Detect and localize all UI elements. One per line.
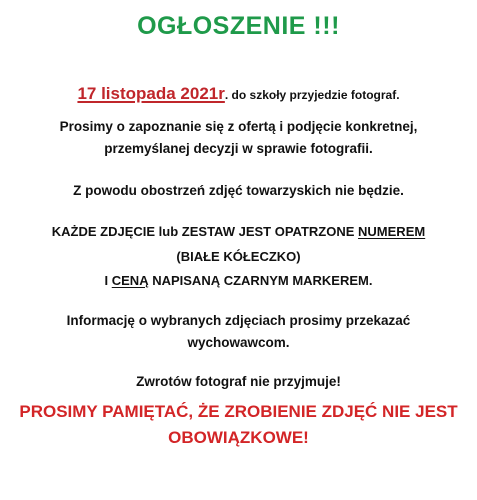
numbering-keyword: NUMEREM: [358, 224, 426, 239]
date-line: [0, 84, 477, 104]
restrictions-paragraph: Z powodu obostrzeń zdjęć towarzyskich nie będzie.: [73, 183, 404, 198]
numbering-line3-suffix: NAPISANĄ CZARNYM MARKEREM.: [148, 273, 373, 288]
numbering-line1-text: KAŻDE ZDJĘCIE lub ZESTAW JEST OPATRZONE: [51, 224, 359, 239]
alert-line1: PROSIMY PAMIĘTAĆ, ŻE ZROBIENIE ZDJĘĆ NIE JEST: [19, 402, 458, 421]
notice-title: OGŁOSZENIE !!!: [137, 12, 340, 40]
price-keyword: CENĄ: [111, 273, 149, 288]
info-paragraph-line1: Informację o wybranych zdjęciach prosimy przekazać: [66, 313, 411, 328]
date-line-text: . do szkoły przyjedzie fotograf.: [224, 88, 400, 102]
photo-date: 17 listopada 2021r: [77, 84, 225, 103]
numbering-line2: (BIAŁE KÓŁECZKO): [176, 249, 301, 264]
alert-line2: OBOWIĄZKOWE!: [168, 428, 309, 447]
offer-paragraph-line2: przemyślanej decyzji w sprawie fotografii.: [104, 141, 373, 156]
offer-paragraph-line1: Prosimy o zapoznanie się z ofertą i podjęcie konkretnej,: [59, 119, 418, 134]
numbering-line3: [0, 273, 477, 288]
numbering-line3-prefix: I: [104, 273, 112, 288]
no-returns-paragraph: Zwrotów fotograf nie przyjmuje!: [136, 374, 341, 389]
info-paragraph-line2: wychowawcom.: [187, 335, 290, 350]
numbering-line1: [0, 224, 477, 239]
